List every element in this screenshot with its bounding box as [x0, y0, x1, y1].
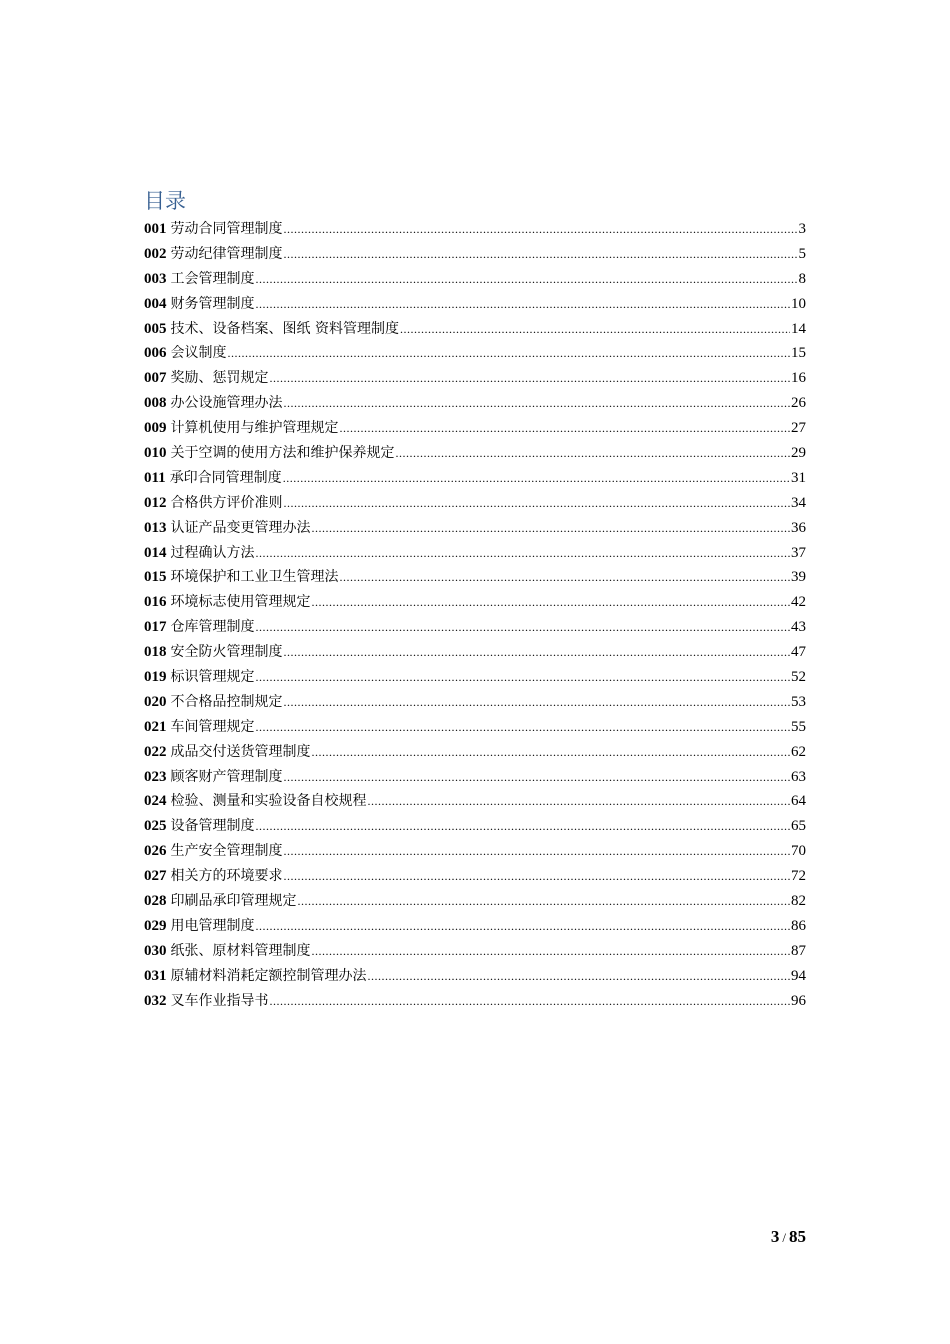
toc-entry-title: 认证产品变更管理办法 — [170, 519, 311, 536]
toc-entry-number: 030 — [144, 942, 167, 959]
toc-entry[interactable] — [144, 217, 806, 242]
toc-dot-leader — [340, 565, 791, 590]
toc-entry-title: 财务管理制度 — [170, 295, 255, 312]
toc-dot-leader — [256, 541, 791, 566]
toc-entry-page: 62 — [791, 743, 806, 760]
toc-entry-title: 会议制度 — [170, 345, 227, 362]
toc-entry-page: 53 — [791, 693, 806, 710]
toc-entry[interactable] — [144, 391, 806, 416]
toc-entry-page: 29 — [791, 445, 806, 462]
toc-entry[interactable] — [144, 242, 806, 267]
toc-entry-title: 奖励、惩罚规定 — [170, 370, 269, 387]
toc-dot-leader — [256, 715, 791, 740]
toc-dot-leader — [284, 765, 791, 790]
toc-entry-page: 10 — [791, 295, 806, 312]
toc-entry-page: 42 — [791, 594, 806, 611]
toc-entry-number: 028 — [144, 893, 167, 910]
toc-entry-title: 环境标志使用管理规定 — [170, 594, 311, 611]
toc-entry-number: 022 — [144, 743, 167, 760]
toc-entry-title: 标识管理规定 — [170, 669, 255, 686]
toc-entry[interactable] — [144, 590, 806, 615]
toc-entry-number: 015 — [144, 569, 167, 586]
toc-entry-number: 012 — [144, 494, 167, 511]
toc-dot-leader — [312, 740, 791, 765]
toc-entry-number: 026 — [144, 843, 167, 860]
toc-entry-page: 63 — [791, 768, 806, 785]
toc-entry-number: 029 — [144, 917, 167, 934]
toc-entry-title: 劳动合同管理制度 — [170, 221, 283, 237]
toc-entry-number: 010 — [144, 445, 167, 462]
toc-dot-leader — [270, 366, 791, 391]
toc-entry[interactable] — [144, 740, 806, 765]
toc-entry-number: 024 — [144, 793, 167, 810]
toc-entry-title: 过程确认方法 — [170, 544, 255, 561]
toc-entry[interactable] — [144, 964, 806, 989]
toc-dot-leader — [228, 341, 791, 366]
toc-dot-leader — [284, 640, 791, 665]
toc-entry-page: 64 — [791, 793, 806, 810]
toc-dot-leader — [312, 516, 791, 541]
toc-entry-number: 009 — [144, 420, 167, 437]
toc-entry[interactable] — [144, 939, 806, 964]
toc-entry[interactable] — [144, 789, 806, 814]
toc-entry-page: 5 — [798, 245, 806, 262]
toc-entry-page: 27 — [791, 420, 806, 437]
toc-entry-number: 001 — [144, 221, 167, 237]
toc-entry-title: 办公设施管理办法 — [170, 395, 283, 412]
toc-entry-title: 技术、设备档案、图纸 资料管理制度 — [170, 320, 399, 337]
toc-entry-title: 叉车作业指导书 — [170, 992, 269, 1009]
toc-entry[interactable] — [144, 989, 806, 1014]
toc-entry-number: 020 — [144, 693, 167, 710]
toc-entry[interactable] — [144, 814, 806, 839]
toc-entry[interactable] — [144, 416, 806, 441]
toc-entry-number: 018 — [144, 644, 167, 661]
toc-dot-leader — [284, 242, 798, 267]
toc-entry-page: 34 — [791, 494, 806, 511]
toc-entry-title: 合格供方评价准则 — [170, 494, 283, 511]
toc-entry-number: 002 — [144, 245, 167, 262]
toc-entry-title: 纸张、原材料管理制度 — [170, 942, 311, 959]
toc-title: 目录 — [144, 189, 186, 213]
toc-entry-number: 005 — [144, 320, 167, 337]
toc-dot-leader — [284, 839, 791, 864]
toc-entry-number: 011 — [144, 469, 166, 486]
toc-entry-page: 36 — [791, 519, 806, 536]
toc-entry[interactable] — [144, 765, 806, 790]
toc-entry-title: 仓库管理制度 — [170, 619, 255, 636]
table-of-contents — [144, 186, 806, 1014]
toc-entry-number: 017 — [144, 619, 167, 636]
toc-entry-page: 14 — [791, 320, 806, 337]
toc-entry[interactable] — [144, 366, 806, 391]
toc-entry-number: 023 — [144, 768, 167, 785]
toc-entry[interactable] — [144, 491, 806, 516]
toc-entry-page: 31 — [791, 469, 806, 486]
toc-entry[interactable] — [144, 466, 806, 491]
toc-dot-leader — [284, 217, 798, 242]
total-page-count: 85 — [789, 1227, 806, 1246]
toc-entry-number: 003 — [144, 270, 167, 287]
toc-entry-number: 025 — [144, 818, 167, 835]
toc-entry-number: 021 — [144, 718, 167, 735]
toc-entry-title: 成品交付送货管理制度 — [170, 743, 311, 760]
toc-entry-page: 52 — [791, 669, 806, 686]
toc-entry[interactable] — [144, 839, 806, 864]
toc-entry-page: 16 — [791, 370, 806, 387]
toc-entry-title: 安全防火管理制度 — [170, 644, 283, 661]
toc-entry-number: 004 — [144, 295, 167, 312]
toc-entry[interactable] — [144, 516, 806, 541]
toc-entry-title: 车间管理规定 — [170, 718, 255, 735]
toc-dot-leader — [284, 491, 791, 516]
toc-entry-page: 96 — [791, 992, 806, 1009]
toc-entry-title: 印刷品承印管理规定 — [170, 893, 297, 910]
page-separator: / — [782, 1230, 786, 1245]
toc-entry-number: 006 — [144, 345, 167, 362]
toc-dot-leader — [340, 416, 791, 441]
toc-dot-leader — [256, 292, 791, 317]
toc-dot-leader — [284, 391, 791, 416]
toc-entry-page: 72 — [791, 868, 806, 885]
toc-entry-title: 不合格品控制规定 — [170, 693, 283, 710]
toc-dot-leader — [368, 964, 791, 989]
toc-entry-title: 用电管理制度 — [170, 917, 255, 934]
toc-dot-leader — [256, 615, 791, 640]
toc-entry[interactable] — [144, 615, 806, 640]
toc-entry-page: 87 — [791, 942, 806, 959]
toc-entry-number: 016 — [144, 594, 167, 611]
toc-entry-title: 计算机使用与维护管理规定 — [170, 420, 339, 437]
toc-entry-number: 027 — [144, 868, 167, 885]
toc-entry-title: 设备管理制度 — [170, 818, 255, 835]
toc-entry[interactable] — [144, 889, 806, 914]
toc-entry-page: 8 — [798, 270, 806, 287]
toc-entry-page: 15 — [791, 345, 806, 362]
toc-entry-page: 39 — [791, 569, 806, 586]
toc-dot-leader — [270, 989, 791, 1014]
toc-entry-number: 014 — [144, 544, 167, 561]
toc-entry[interactable] — [144, 317, 806, 342]
toc-entry-page: 55 — [791, 718, 806, 735]
toc-entry-page: 47 — [791, 644, 806, 661]
current-page-number: 3 — [770, 1227, 780, 1246]
toc-entry[interactable] — [144, 267, 806, 292]
toc-entry-page: 82 — [791, 893, 806, 910]
toc-entry[interactable] — [144, 292, 806, 317]
toc-dot-leader — [312, 939, 791, 964]
toc-entry-title: 原辅材料消耗定额控制管理办法 — [170, 967, 367, 984]
toc-dot-leader — [368, 789, 791, 814]
toc-entry[interactable] — [144, 690, 806, 715]
toc-dot-leader — [256, 267, 798, 292]
toc-entry-number: 013 — [144, 519, 167, 536]
toc-entry[interactable] — [144, 665, 806, 690]
toc-entry-page: 65 — [791, 818, 806, 835]
toc-entry[interactable] — [144, 914, 806, 939]
toc-dot-leader — [400, 317, 790, 342]
toc-entry-page: 43 — [791, 619, 806, 636]
toc-list — [144, 217, 806, 1014]
toc-entry[interactable] — [144, 864, 806, 889]
toc-entry-number: 007 — [144, 370, 167, 387]
toc-entry[interactable] — [144, 565, 806, 590]
toc-entry[interactable] — [144, 441, 806, 466]
toc-entry-number: 032 — [144, 992, 167, 1009]
toc-entry-page: 3 — [798, 221, 806, 237]
toc-entry-title: 生产安全管理制度 — [170, 843, 283, 860]
toc-entry-page: 70 — [791, 843, 806, 860]
toc-entry-number: 008 — [144, 395, 167, 412]
toc-dot-leader — [256, 665, 791, 690]
toc-dot-leader — [396, 441, 791, 466]
toc-entry-number: 031 — [144, 967, 167, 984]
page-number-footer — [771, 1227, 806, 1247]
toc-dot-leader — [256, 814, 791, 839]
toc-dot-leader — [312, 590, 791, 615]
toc-dot-leader — [298, 889, 791, 914]
toc-entry-page: 86 — [791, 917, 806, 934]
toc-entry-title: 环境保护和工业卫生管理法 — [170, 569, 339, 586]
toc-entry-title: 承印合同管理制度 — [169, 469, 282, 486]
toc-entry-page: 26 — [791, 395, 806, 412]
toc-entry-title: 关于空调的使用方法和维护保养规定 — [170, 445, 395, 462]
toc-entry-page: 94 — [791, 967, 806, 984]
toc-dot-leader — [284, 690, 791, 715]
toc-entry[interactable] — [144, 715, 806, 740]
toc-entry-title: 相关方的环境要求 — [170, 868, 283, 885]
toc-entry[interactable] — [144, 640, 806, 665]
toc-entry-page: 37 — [791, 544, 806, 561]
toc-entry-title: 劳动纪律管理制度 — [170, 245, 283, 262]
toc-entry[interactable] — [144, 341, 806, 366]
toc-dot-leader — [256, 914, 791, 939]
toc-entry-title: 检验、测量和实验设备自校规程 — [170, 793, 367, 810]
toc-dot-leader — [283, 466, 790, 491]
toc-entry-title: 工会管理制度 — [170, 270, 255, 287]
toc-entry-title: 顾客财产管理制度 — [170, 768, 283, 785]
toc-entry-number: 019 — [144, 669, 167, 686]
toc-entry[interactable] — [144, 541, 806, 566]
toc-dot-leader — [284, 864, 791, 889]
